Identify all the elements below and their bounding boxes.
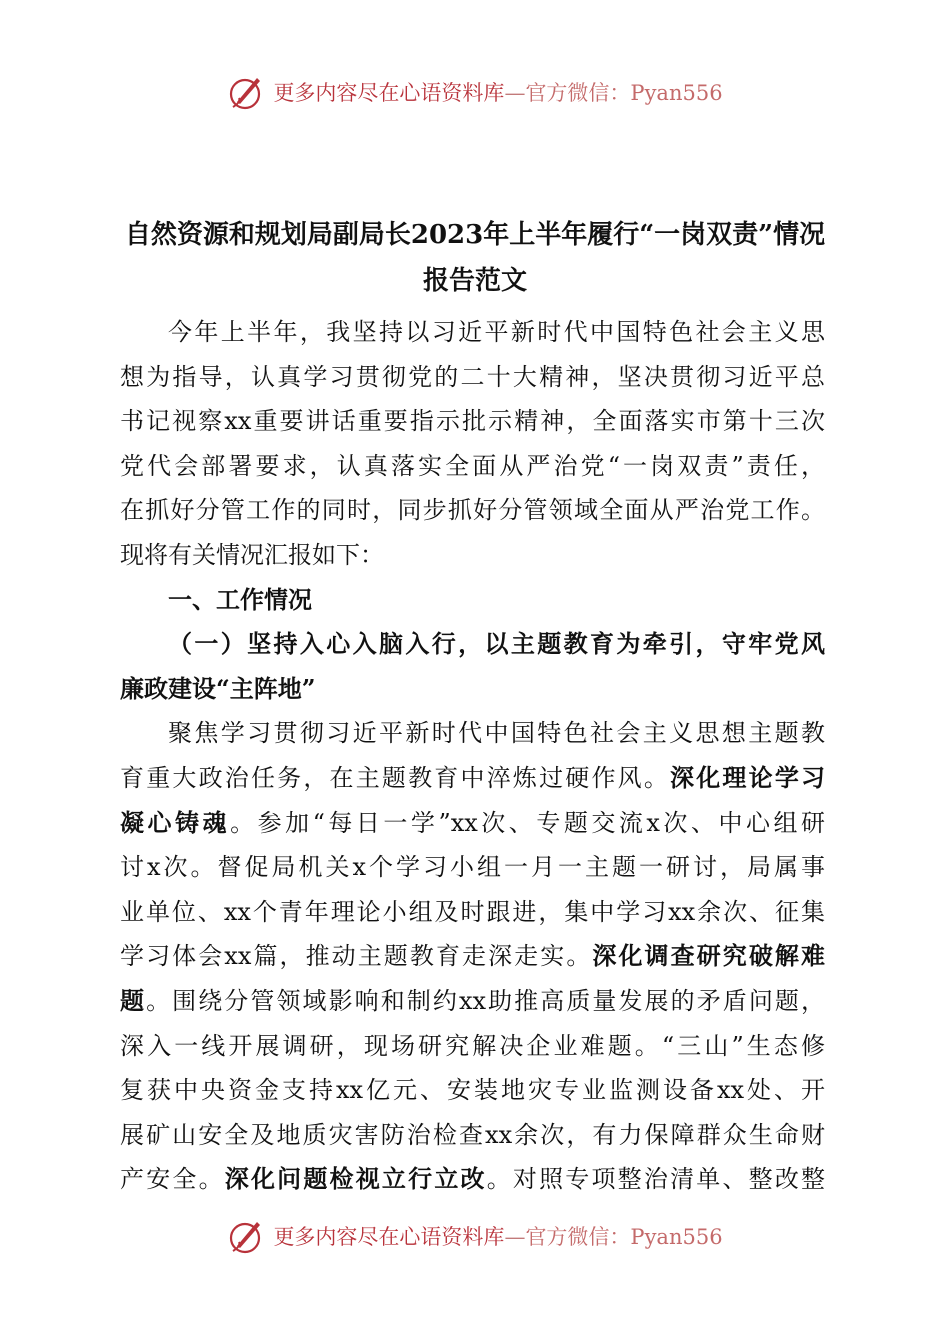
subsection-heading: （一）坚持入心入脑入行，以主题教育为牵引，守牢党风 (168, 629, 825, 659)
bold-phrase: 凝心铸魂 (120, 807, 231, 837)
text-run: 育重大政治任务，在主题教育中淬炼过硬作风。 (120, 763, 671, 792)
bold-phrase: 深化问题检视立行立改 (224, 1164, 487, 1194)
paragraph-line (120, 1157, 825, 1202)
bold-phrase: 题 (120, 985, 147, 1015)
intro-line: 党代会部署要求，认真落实全面从严治党“一岗双责”责任， (120, 451, 825, 480)
title-line-2: 报告范文 (422, 266, 527, 296)
intro-line: 在抓好分管工作的同时，同步抓好分管领域全面从严治党工作。 (120, 496, 825, 525)
intro-line: 想为指导，认真学习贯彻党的二十大精神，坚决贯彻习近平总 (120, 362, 825, 391)
subsection-heading: 廉政建设“主阵地” (120, 673, 316, 703)
text-run: 。参加“每日一学”xx次、专题交流x次、中心组研 (230, 808, 825, 837)
watermark-text: 更多内容尽在心语资料库—官方微信：Pyan556 (273, 81, 723, 105)
paragraph-line (120, 979, 825, 1024)
bold-phrase: 深化理论学习 (670, 762, 826, 792)
section-heading: 一、工作情况 (168, 584, 312, 614)
text-run: 产安全。 (120, 1165, 225, 1194)
bold-phrase: 深化调查研究破解难 (592, 941, 825, 971)
document-title (100, 212, 850, 304)
watermark-text: 更多内容尽在心语资料库—官方微信：Pyan556 (273, 1225, 723, 1249)
quill-logo-icon (227, 1216, 267, 1256)
text-run: 。围绕分管领域影响和制约xx助推高质量发展的矛盾问题， (146, 986, 825, 1015)
paragraph-line: 聚焦学习贯彻习近平新时代中国特色社会主义思想主题教 (168, 719, 825, 748)
text-run: 学习体会xx篇，推动主题教育走深走实。 (120, 942, 593, 971)
paragraph-line: 业单位、xx个青年理论小组及时跟进，集中学习xx余次、征集 (120, 897, 825, 926)
watermark-footer (0, 1214, 950, 1258)
paragraph-line: 展矿山安全及地质灾害防治检查xx余次，有力保障群众生命财 (120, 1120, 825, 1149)
paragraph-line: 复获中央资金支持xx亿元、安装地灾专业监测设备xx处、开 (120, 1076, 825, 1105)
paragraph-line (120, 934, 825, 979)
watermark-header (0, 70, 950, 114)
intro-line: 书记视察xx重要讲话重要指示批示精神，全面落实市第十三次 (120, 407, 825, 436)
intro-line: 今年上半年，我坚持以习近平新时代中国特色社会主义思 (168, 318, 825, 346)
paragraph-line (120, 801, 825, 846)
paragraph-line: 讨x次。督促局机关x个学习小组一月一主题一研讨，局属事 (120, 853, 825, 882)
quill-logo-icon (227, 72, 267, 112)
text-run: 。对照专项整治清单、整改整 (486, 1165, 826, 1194)
paragraph-line (120, 756, 825, 801)
intro-line: 现将有关情况汇报如下： (120, 540, 384, 569)
document-body (120, 310, 825, 1202)
paragraph-line: 深入一线开展调研，现场研究解决企业难题。“三山”生态修 (120, 1031, 825, 1060)
title-line-1: 自然资源和规划局副局长2023年上半年履行“一岗双责”情况 (124, 220, 826, 250)
